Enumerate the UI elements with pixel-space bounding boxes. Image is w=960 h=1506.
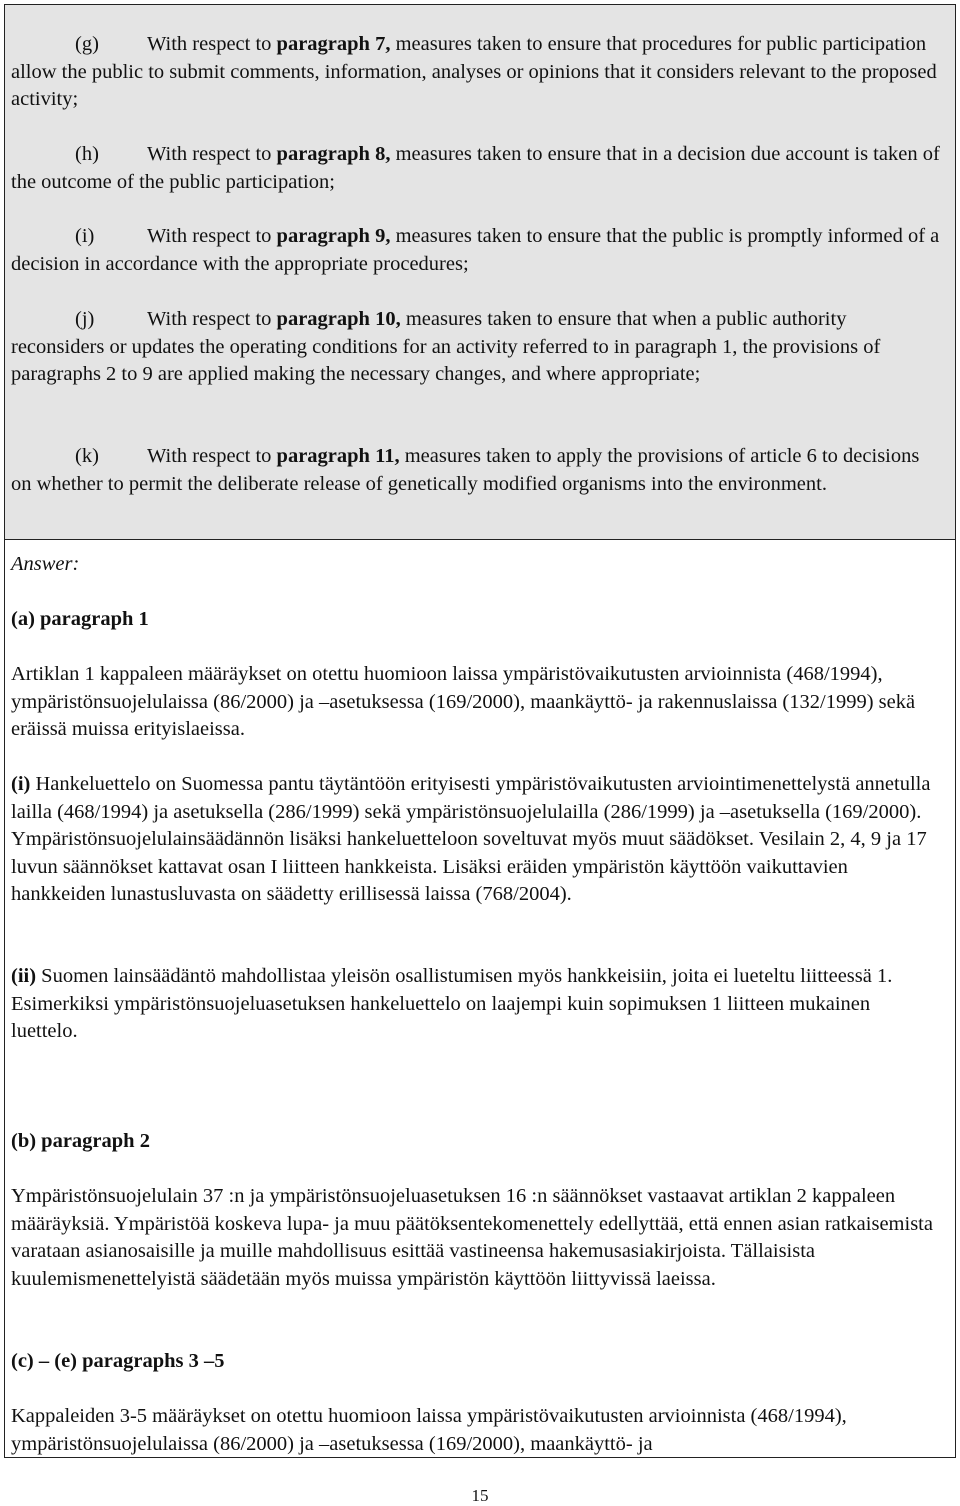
item-label: (j) <box>75 308 95 330</box>
question-item-i: (i) With respect to paragraph 9, measures taken to ensure that the public is promptly informed of a decision in accordance with the appropriate procedures; <box>11 225 940 275</box>
section-a-paragraph-ii: (ii) Suomen lainsäädäntö mahdollistaa yleisön osallistumisen myös hankkeisiin, joita ei lueteltu liitteessä 1. Esimerkiksi ympäristönsuojeluasetuksen hankeluettelo on laajempi kuin sopimuksen 1 liitteen mukainen luettelo. <box>11 965 893 1042</box>
section-b-paragraph: Ympäristönsuojelulain 37 :n ja ympäristönsuojeluasetuksen 16 :n säännökset vastaavat artiklan 2 kappaleen määräyksiä. Ympäristöä koskeva lupa- ja muu päätöksentekomenettely edellyttää, että ennen asian ratkaisemista varataan asianosaisille ja muille mahdollisuus esittää vastineensa hakemusasiakirjoista. Tällaisista kuulemismenettelyistä säädetään myös muissa ympäristön käyttöön liittyvissä laeissa. <box>11 1185 933 1290</box>
section-a-paragraph-i: (i) Hankeluettelo on Suomessa pantu täytäntöön erityisesti ympäristövaikutusten arviointimenettelystä annetulla lailla (468/1994) ja asetuksella (286/1999) sekä ympäristönsuojelulailla (286/1999) ja –asetuksella (169/2000). Ympäristönsuojelulainsäädännön lisäksi hankeluetteloon soveltuvat myös muut säädökset. Vesilain 2, 4, 9 ja 17 luvun säännökset kattavat osan I liitteen hankkeista. Lisäksi eräiden ympäristön käyttöön vaikuttavien hankkeiden lunastusluvasta on säädetty erillisessä laissa (768/2004). <box>11 773 931 905</box>
section-ce-paragraph: Kappaleiden 3-5 määräykset on otettu huomioon laissa ympäristövaikutusten arvioinnista (468/1994), ympäristönsuojelulaissa (86/2000) ja –asetuksessa (169/2000), maankäyttö- ja <box>11 1405 847 1455</box>
question-item-g: (g) With respect to paragraph 7, measures taken to ensure that procedures for public participation allow the public to submit comments, information, analyses or opinions that it considers relevant to the proposed activity; <box>11 33 937 110</box>
para-label: (i) <box>11 773 31 795</box>
section-a-heading: (a) paragraph 1 <box>11 608 149 630</box>
section-a-paragraph-1: Artiklan 1 kappaleen määräykset on otettu huomioon laissa ympäristövaikutusten arvioinnista (468/1994), ympäristönsuojelulaissa (86/2000) ja –asetuksessa (169/2000), maankäyttö- ja rakennuslaissa (132/1999) sekä eräissä muissa erityislaeissa. <box>11 663 916 740</box>
item-label: (i) <box>75 225 95 247</box>
item-label: (k) <box>75 445 99 467</box>
question-item-h: (h) With respect to paragraph 8, measures taken to ensure that in a decision due account is taken of the outcome of the public participation; <box>11 143 940 193</box>
answer-label: Answer: <box>11 553 80 575</box>
question-item-k: (k) With respect to paragraph 11, measures taken to apply the provisions of article 6 to decisions on whether to permit the deliberate release of genetically modified organisms into the environment. <box>11 445 920 495</box>
section-b-heading: (b) paragraph 2 <box>11 1130 150 1152</box>
para-label: (ii) <box>11 965 37 987</box>
question-item-j: (j) With respect to paragraph 10, measures taken to ensure that when a public authority reconsiders or updates the operating conditions for an activity referred to in paragraph 1, the provisions of paragraphs 2 to 9 are applied making the necessary changes, and where appropriate; <box>11 308 881 385</box>
section-ce-heading: (c) – (e) paragraphs 3 –5 <box>11 1350 225 1372</box>
page-number: 15 <box>471 1486 489 1505</box>
item-label: (h) <box>75 143 99 165</box>
item-label: (g) <box>75 33 99 55</box>
